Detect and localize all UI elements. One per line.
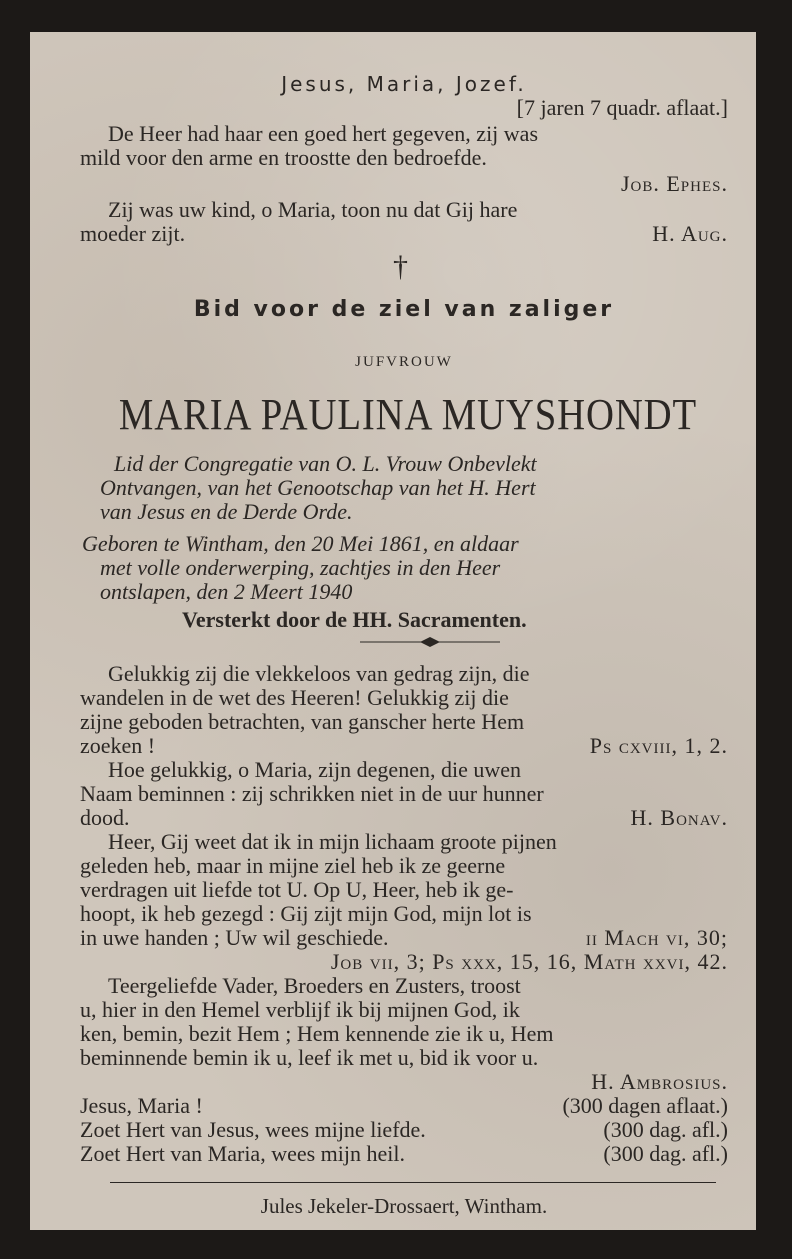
body-line-text: u, hier in den Hemel verblijf ik bij mijnen God, ik	[80, 997, 520, 1022]
pray-heading: Bid voor de ziel van zaliger	[193, 297, 615, 322]
body-line-text: Zoet Hert van Jesus, wees mijne liefde.	[80, 1117, 426, 1142]
body-line-text: geleden heb, maar in mijne ziel heb ik ze geerne	[80, 853, 506, 878]
body-line-text: Teergeliefde Vader, Broeders en Zusters, troost	[108, 973, 521, 998]
deceased-name: MARIA PAULINA MUYSHONDT	[118, 390, 698, 439]
bio-line3: van Jesus en de Derde Orde.	[100, 499, 353, 524]
quote2-source: H. Aug.	[652, 221, 728, 246]
body-line	[80, 902, 728, 926]
body-line-text: zijne geboden betrachten, van ganscher herte Hem	[80, 709, 525, 734]
body-line-text: verdragen uit liefde tot U. Op U, Heer, heb ik ge-	[80, 877, 514, 902]
body-line	[80, 782, 728, 806]
cross-icon: †	[393, 250, 408, 283]
body-line	[80, 806, 728, 830]
quote1-line2: mild voor den arme en troostte den bedroefde.	[80, 145, 487, 170]
ornament-divider	[360, 636, 500, 648]
bio-line2: Ontvangen, van het Genootschap van het H. Hert	[100, 475, 536, 500]
quote1-line1: De Heer had haar een goed hert gegeven, zij was	[108, 121, 539, 146]
body-line-text: zoeken !	[80, 733, 156, 758]
body-line-text: Zoet Hert van Maria, wees mijn heil.	[80, 1141, 406, 1166]
body-line-reference: Job vii, 3; Ps xxx, 15, 16, Math xxvi, 42.	[330, 949, 728, 974]
body-line	[80, 830, 728, 854]
body-line-reference: (300 dag. afl.)	[603, 1117, 728, 1142]
card-paper	[30, 32, 756, 1230]
body-line-reference: (300 dagen aflaat.)	[562, 1093, 728, 1118]
body-line-text: Naam beminnen : zij schrikken niet in de uur hunner	[80, 781, 544, 806]
body-line	[80, 1118, 728, 1142]
body-line-text: Jesus, Maria !	[80, 1093, 203, 1118]
body-line-text: Heer, Gij weet dat ik in mijn lichaam groote pijnen	[108, 829, 557, 854]
body-line-text: in uwe handen ; Uw wil geschiede.	[80, 925, 389, 950]
body-line	[80, 854, 728, 878]
indulgence-note: [7 jaren 7 quadr. aflaat.]	[516, 95, 728, 120]
body-line-reference: Ps cxviii, 1, 2.	[589, 733, 728, 758]
body-line-text: beminnende bemin ik u, leef ik met u, bid ik voor u.	[80, 1045, 539, 1070]
body-line-text: Hoe gelukkig, o Maria, zijn degenen, die uwen	[108, 757, 521, 782]
body-line	[80, 734, 728, 758]
body-line	[80, 758, 728, 782]
body-line-text: dood.	[80, 805, 130, 830]
body-line	[80, 1094, 728, 1118]
honorific: JUFVROUW	[355, 354, 453, 370]
body-line-reference: (300 dag. afl.)	[603, 1141, 728, 1166]
footer-rule	[110, 1182, 716, 1183]
body-line-text: hoopt, ik heb gezegd : Gij zijt mijn God, mijn lot is	[80, 901, 532, 926]
body-line-reference: H. Ambrosius.	[591, 1069, 728, 1094]
printer-credit: Jules Jekeler-Drossaert, Wintham.	[260, 1194, 548, 1218]
body-line-text: ken, bemin, bezit Hem ; Hem kennende zie ik u, Hem	[80, 1021, 554, 1046]
body-line	[80, 1070, 728, 1094]
body-line	[80, 710, 728, 734]
body-line	[80, 998, 728, 1022]
bio-line1: Lid der Congregatie van O. L. Vrouw Onbevlekt	[114, 451, 537, 476]
bio-line6: ontslapen, den 2 Meert 1940	[100, 579, 353, 604]
body-line-text: wandelen in de wet des Heeren! Gelukkig zij die	[80, 685, 509, 710]
body-line-reference: H. Bonav.	[630, 805, 728, 830]
bio-line7: Versterkt door de HH. Sacramenten.	[182, 607, 527, 632]
bio-line5: met volle onderwerping, zachtjes in den Heer	[100, 555, 501, 580]
bio-line4: Geboren te Wintham, den 20 Mei 1861, en aldaar	[82, 531, 519, 556]
body-line	[80, 878, 728, 902]
quote2-line1: Zij was uw kind, o Maria, toon nu dat Gij hare	[108, 197, 518, 222]
body-line	[80, 686, 728, 710]
body-line	[80, 1022, 728, 1046]
body-line	[80, 974, 728, 998]
body-line	[80, 926, 728, 950]
body-line-text: Gelukkig zij die vlekkeloos van gedrag zijn, die	[108, 661, 530, 686]
body-line	[80, 950, 728, 974]
body-line-reference: ii Mach vi, 30;	[585, 925, 728, 950]
body-line	[80, 1046, 728, 1070]
body-line	[80, 662, 728, 686]
quote1-source: Job. Ephes.	[620, 171, 728, 196]
body-line	[80, 1142, 728, 1166]
invocation: Jesus, Maria, Jozef.	[281, 72, 527, 96]
quote2-line2-row	[80, 222, 728, 246]
quote2-line2: moeder zijt.	[80, 221, 186, 246]
